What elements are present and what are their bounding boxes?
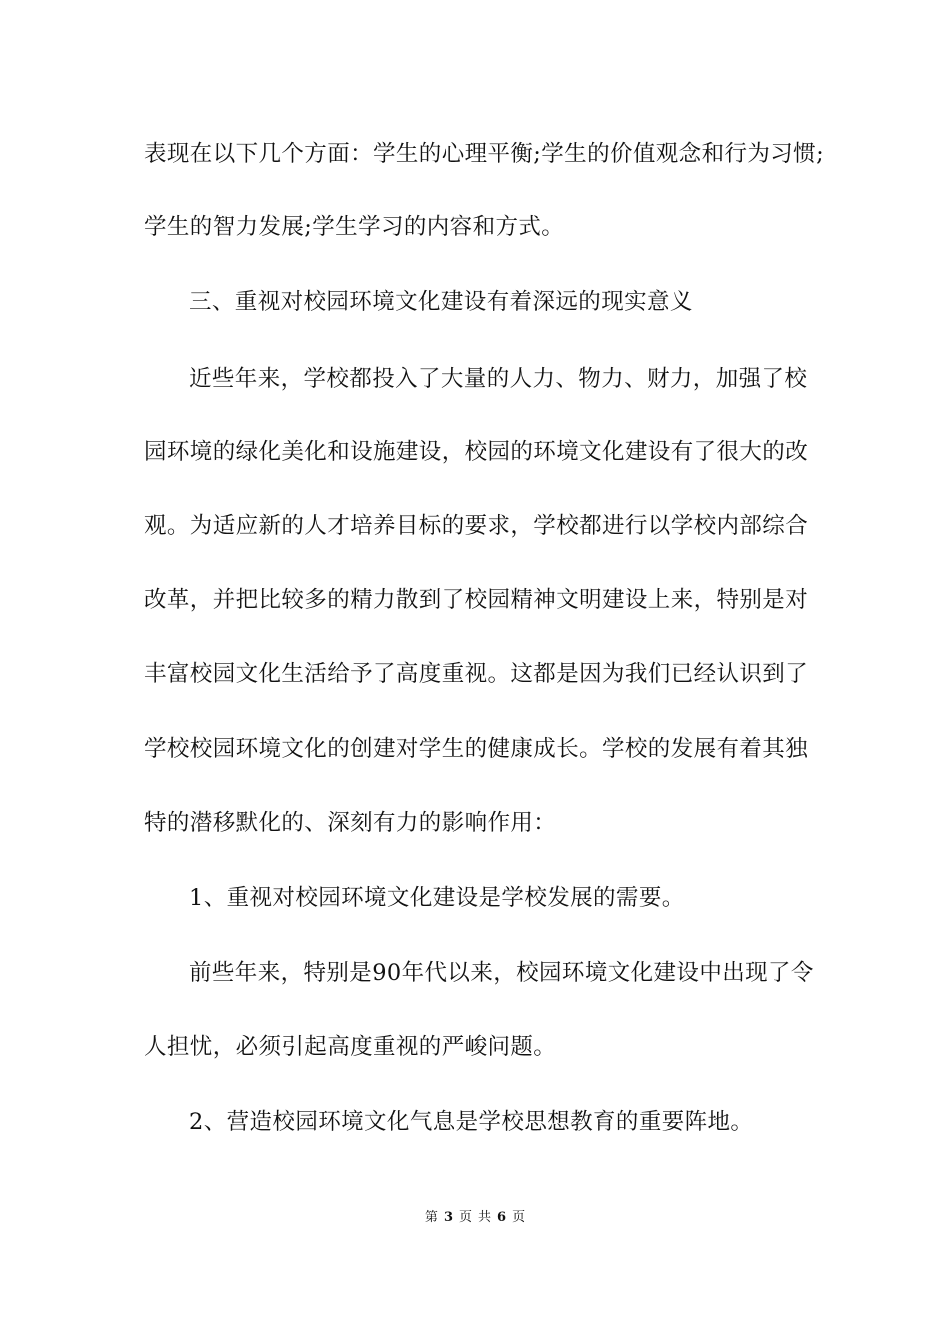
- footer-suffix: 页: [512, 1210, 526, 1225]
- section-heading: 三、重视对校园环境文化建设有着深远的现实意义: [189, 289, 693, 315]
- subheading-1: 1、重视对校园环境文化建设是学校发展的需要。: [189, 885, 685, 911]
- text-line-13: 人担忧，必须引起高度重视的严峻问题。: [144, 1034, 557, 1060]
- text-line-5: 园环境的绿化美化和设施建设，校园的环境文化建设有了很大的改: [144, 439, 809, 465]
- text-line-2: 学生的智力发展;学生学习的内容和方式。: [144, 214, 565, 240]
- text-line-12: 前些年来，特别是90年代以来，校园环境文化建设中出现了令: [189, 960, 814, 986]
- footer-prefix: 第: [424, 1210, 438, 1225]
- text-line-7: 改革，并把比较多的精力散到了校园精神文明建设上来，特别是对: [144, 587, 809, 613]
- subheading-2: 2、营造校园环境文化气息是学校思想教育的重要阵地。: [189, 1109, 754, 1135]
- text-line-9: 学校校园环境文化的创建对学生的健康成长。学校的发展有着其独: [144, 736, 809, 762]
- page-footer: [0, 1209, 950, 1227]
- text-line-10: 特的潜移默化的、深刻有力的影响作用：: [144, 810, 557, 836]
- text-line-1: 表现在以下几个方面：学生的心理平衡;学生的价值观念和行为习惯;: [144, 141, 825, 167]
- text-line-4: 近些年来，学校都投入了大量的人力、物力、财力，加强了校: [189, 366, 808, 392]
- footer-total-pages: 6: [497, 1210, 507, 1225]
- footer-page-word: 页: [458, 1210, 472, 1225]
- footer-total-word: 共: [478, 1210, 492, 1225]
- footer-current-page: 3: [443, 1210, 453, 1225]
- text-line-8: 丰富校园文化生活给予了高度重视。这都是因为我们已经认识到了: [144, 661, 809, 687]
- text-line-6: 观。为适应新的人才培养目标的要求，学校都进行以学校内部综合: [144, 513, 809, 539]
